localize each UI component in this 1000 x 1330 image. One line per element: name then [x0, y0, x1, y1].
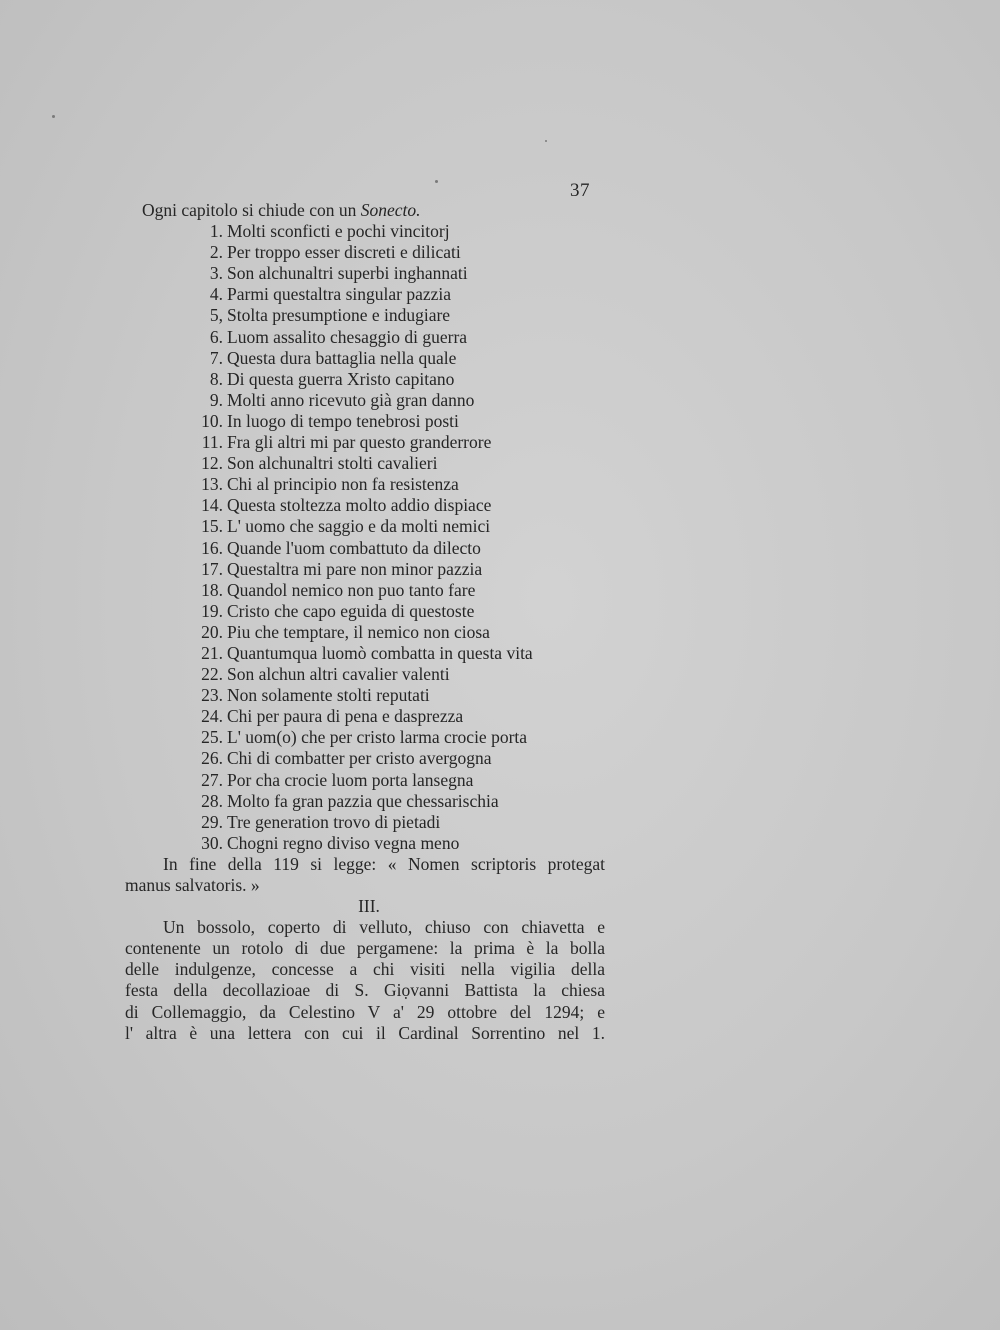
list-item	[125, 284, 605, 305]
list-item-number: 25.	[201, 727, 223, 748]
list-item-text: Fra gli altri mi par questo granderrore	[227, 432, 492, 453]
list-item-number: 7.	[209, 347, 223, 368]
list-item-text: Per troppo esser discreti e dilicati	[227, 242, 461, 263]
list-item	[125, 242, 605, 263]
list-item-number: 21.	[201, 642, 223, 663]
list-item-number: 29.	[201, 811, 223, 832]
list-item-number: 13.	[201, 474, 223, 495]
list-item	[125, 305, 605, 326]
list-item-number: 1.	[209, 221, 223, 242]
list-item-text: Di questa guerra Xristo capitano	[227, 368, 455, 389]
list-item-text: Chi al principio non fa resistenza	[227, 474, 459, 495]
paragraph-line: l' altra è una lettera con cui il Cardinal Sorrentino nel 1.	[125, 1022, 605, 1043]
list-item-text: Quantumqua luomò combatta in questa vita	[227, 642, 533, 663]
list-item	[125, 432, 605, 453]
list-item	[125, 369, 605, 390]
list-item	[125, 664, 605, 685]
list-item-text: Molti anno ricevuto già gran danno	[227, 389, 475, 410]
list-item	[125, 263, 605, 284]
closing-line-1: In fine della 119 si legge: « Nomen scriptoris protegat	[163, 853, 605, 874]
list-item	[125, 516, 605, 537]
list-item-text: Questa dura battaglia nella quale	[227, 347, 457, 368]
list-item	[125, 411, 605, 432]
paragraph-line: di Collemaggio, da Celestino V a' 29 ottobre del 1294; e	[125, 1001, 605, 1022]
list-item-text: In luogo di tempo tenebrosi posti	[227, 410, 459, 431]
list-item-text: Son alchunaltri stolti cavalieri	[227, 453, 438, 474]
list-item-number: 10.	[201, 410, 223, 431]
chapter-list	[125, 221, 605, 854]
list-item-number: 24.	[201, 706, 223, 727]
paragraph-line: festa della decollazioae di S. Giọvanni Battista la chiesa	[125, 980, 605, 1001]
closing-line-2: manus salvatoris. »	[125, 875, 260, 895]
intro-emphasis: Sonecto.	[360, 200, 421, 220]
list-item	[125, 390, 605, 411]
paragraph-line: delle indulgenze, concesse a chi visiti nella vigilia della	[125, 959, 605, 980]
list-item-number: 15.	[201, 516, 223, 537]
list-item-number: 27.	[201, 769, 223, 790]
list-item-text: Molto fa gran pazzia que chessarischia	[227, 790, 499, 811]
list-item	[125, 474, 605, 495]
list-item	[125, 601, 605, 622]
list-item	[125, 770, 605, 791]
list-item	[125, 495, 605, 516]
body-paragraph	[125, 917, 605, 1044]
list-item-text: Chi di combatter per cristo avergogna	[227, 748, 492, 769]
list-item-text: Stolta presumptione e indugiare	[227, 305, 451, 326]
list-item	[125, 622, 605, 643]
paragraph-line: Un bossolo, coperto di velluto, chiuso con chiavetta e	[163, 917, 605, 938]
list-item	[125, 812, 605, 833]
list-item-text: Quandol nemico non puo tanto fare	[227, 579, 476, 600]
list-item-text: Tre generation trovo di pietadi	[227, 811, 441, 832]
list-item	[125, 559, 605, 580]
list-item-text: Son alchun altri cavalier valenti	[227, 664, 450, 685]
list-item-number: 20.	[201, 621, 223, 642]
list-item-number: 19.	[201, 600, 223, 621]
list-item-number: 4.	[209, 284, 223, 305]
list-item-number: 23.	[201, 685, 223, 706]
list-item-number: 11.	[201, 432, 223, 453]
list-item-number: 22.	[201, 664, 223, 685]
list-item-text: L' uomo che saggio e da molti nemici	[227, 516, 491, 537]
list-item-number: 14.	[201, 495, 223, 516]
list-item	[125, 580, 605, 601]
list-item	[125, 453, 605, 474]
paragraph-line: contenente un rotolo di due pergamene: la prima è la bolla	[125, 938, 605, 959]
list-item-number: 3.	[209, 263, 223, 284]
list-item-text: Chogni regno diviso vegna meno	[227, 832, 460, 853]
list-item-text: Quande l'uom combattuto da dilecto	[227, 537, 481, 558]
paper-speck	[435, 180, 438, 183]
list-item	[125, 221, 605, 242]
list-item	[125, 643, 605, 664]
page-number: 37	[570, 180, 590, 201]
list-item-text: Parmi questaltra singular pazzia	[227, 284, 452, 305]
list-item-number: 2.	[209, 242, 223, 263]
list-item-number: 6.	[209, 326, 223, 347]
paper-speck	[52, 115, 55, 118]
paper-speck	[545, 140, 547, 142]
list-item-number: 8.	[209, 368, 223, 389]
list-item-text: Questaltra mi pare non minor pazzia	[227, 558, 483, 579]
list-item	[125, 748, 605, 769]
list-item-text: Por cha crocie luom porta lansegna	[227, 769, 474, 790]
intro-line	[125, 200, 605, 221]
list-item	[125, 348, 605, 369]
list-item-number: 9.	[209, 389, 223, 410]
text-block	[125, 200, 605, 1044]
list-item-text: Son alchunaltri superbi inghannati	[227, 263, 468, 284]
intro-text: Ogni capitolo si chiude con un	[142, 200, 361, 220]
list-item	[125, 538, 605, 559]
list-item-number: 30.	[201, 832, 223, 853]
list-item-number: 26.	[201, 748, 223, 769]
list-item-text: Questa stoltezza molto addio dispiace	[227, 495, 492, 516]
list-item-text: Molti sconficti e pochi vincitorj	[227, 221, 450, 242]
list-item-text: Non solamente stolti reputati	[227, 685, 430, 706]
list-item-text: Luom assalito chesaggio di guerra	[227, 326, 468, 347]
list-item-number: 16.	[201, 537, 223, 558]
list-item-text: L' uom(o) che per cristo larma crocie porta	[227, 727, 528, 748]
list-item	[125, 706, 605, 727]
list-item-text: Cristo che capo eguida di questoste	[227, 600, 475, 621]
list-item	[125, 833, 605, 854]
list-item-number: 17.	[201, 558, 223, 579]
list-item-number: 28.	[201, 790, 223, 811]
list-item	[125, 727, 605, 748]
list-item	[125, 327, 605, 348]
list-item-text: Piu che temptare, il nemico non ciosa	[227, 621, 490, 642]
list-item-number: 12.	[201, 453, 223, 474]
list-item-text: Chi per paura di pena e dasprezza	[227, 706, 464, 727]
list-item	[125, 685, 605, 706]
list-item-number: 5,	[209, 305, 223, 326]
list-item-number: 18.	[201, 579, 223, 600]
section-heading: III.	[358, 896, 380, 917]
list-item	[125, 791, 605, 812]
